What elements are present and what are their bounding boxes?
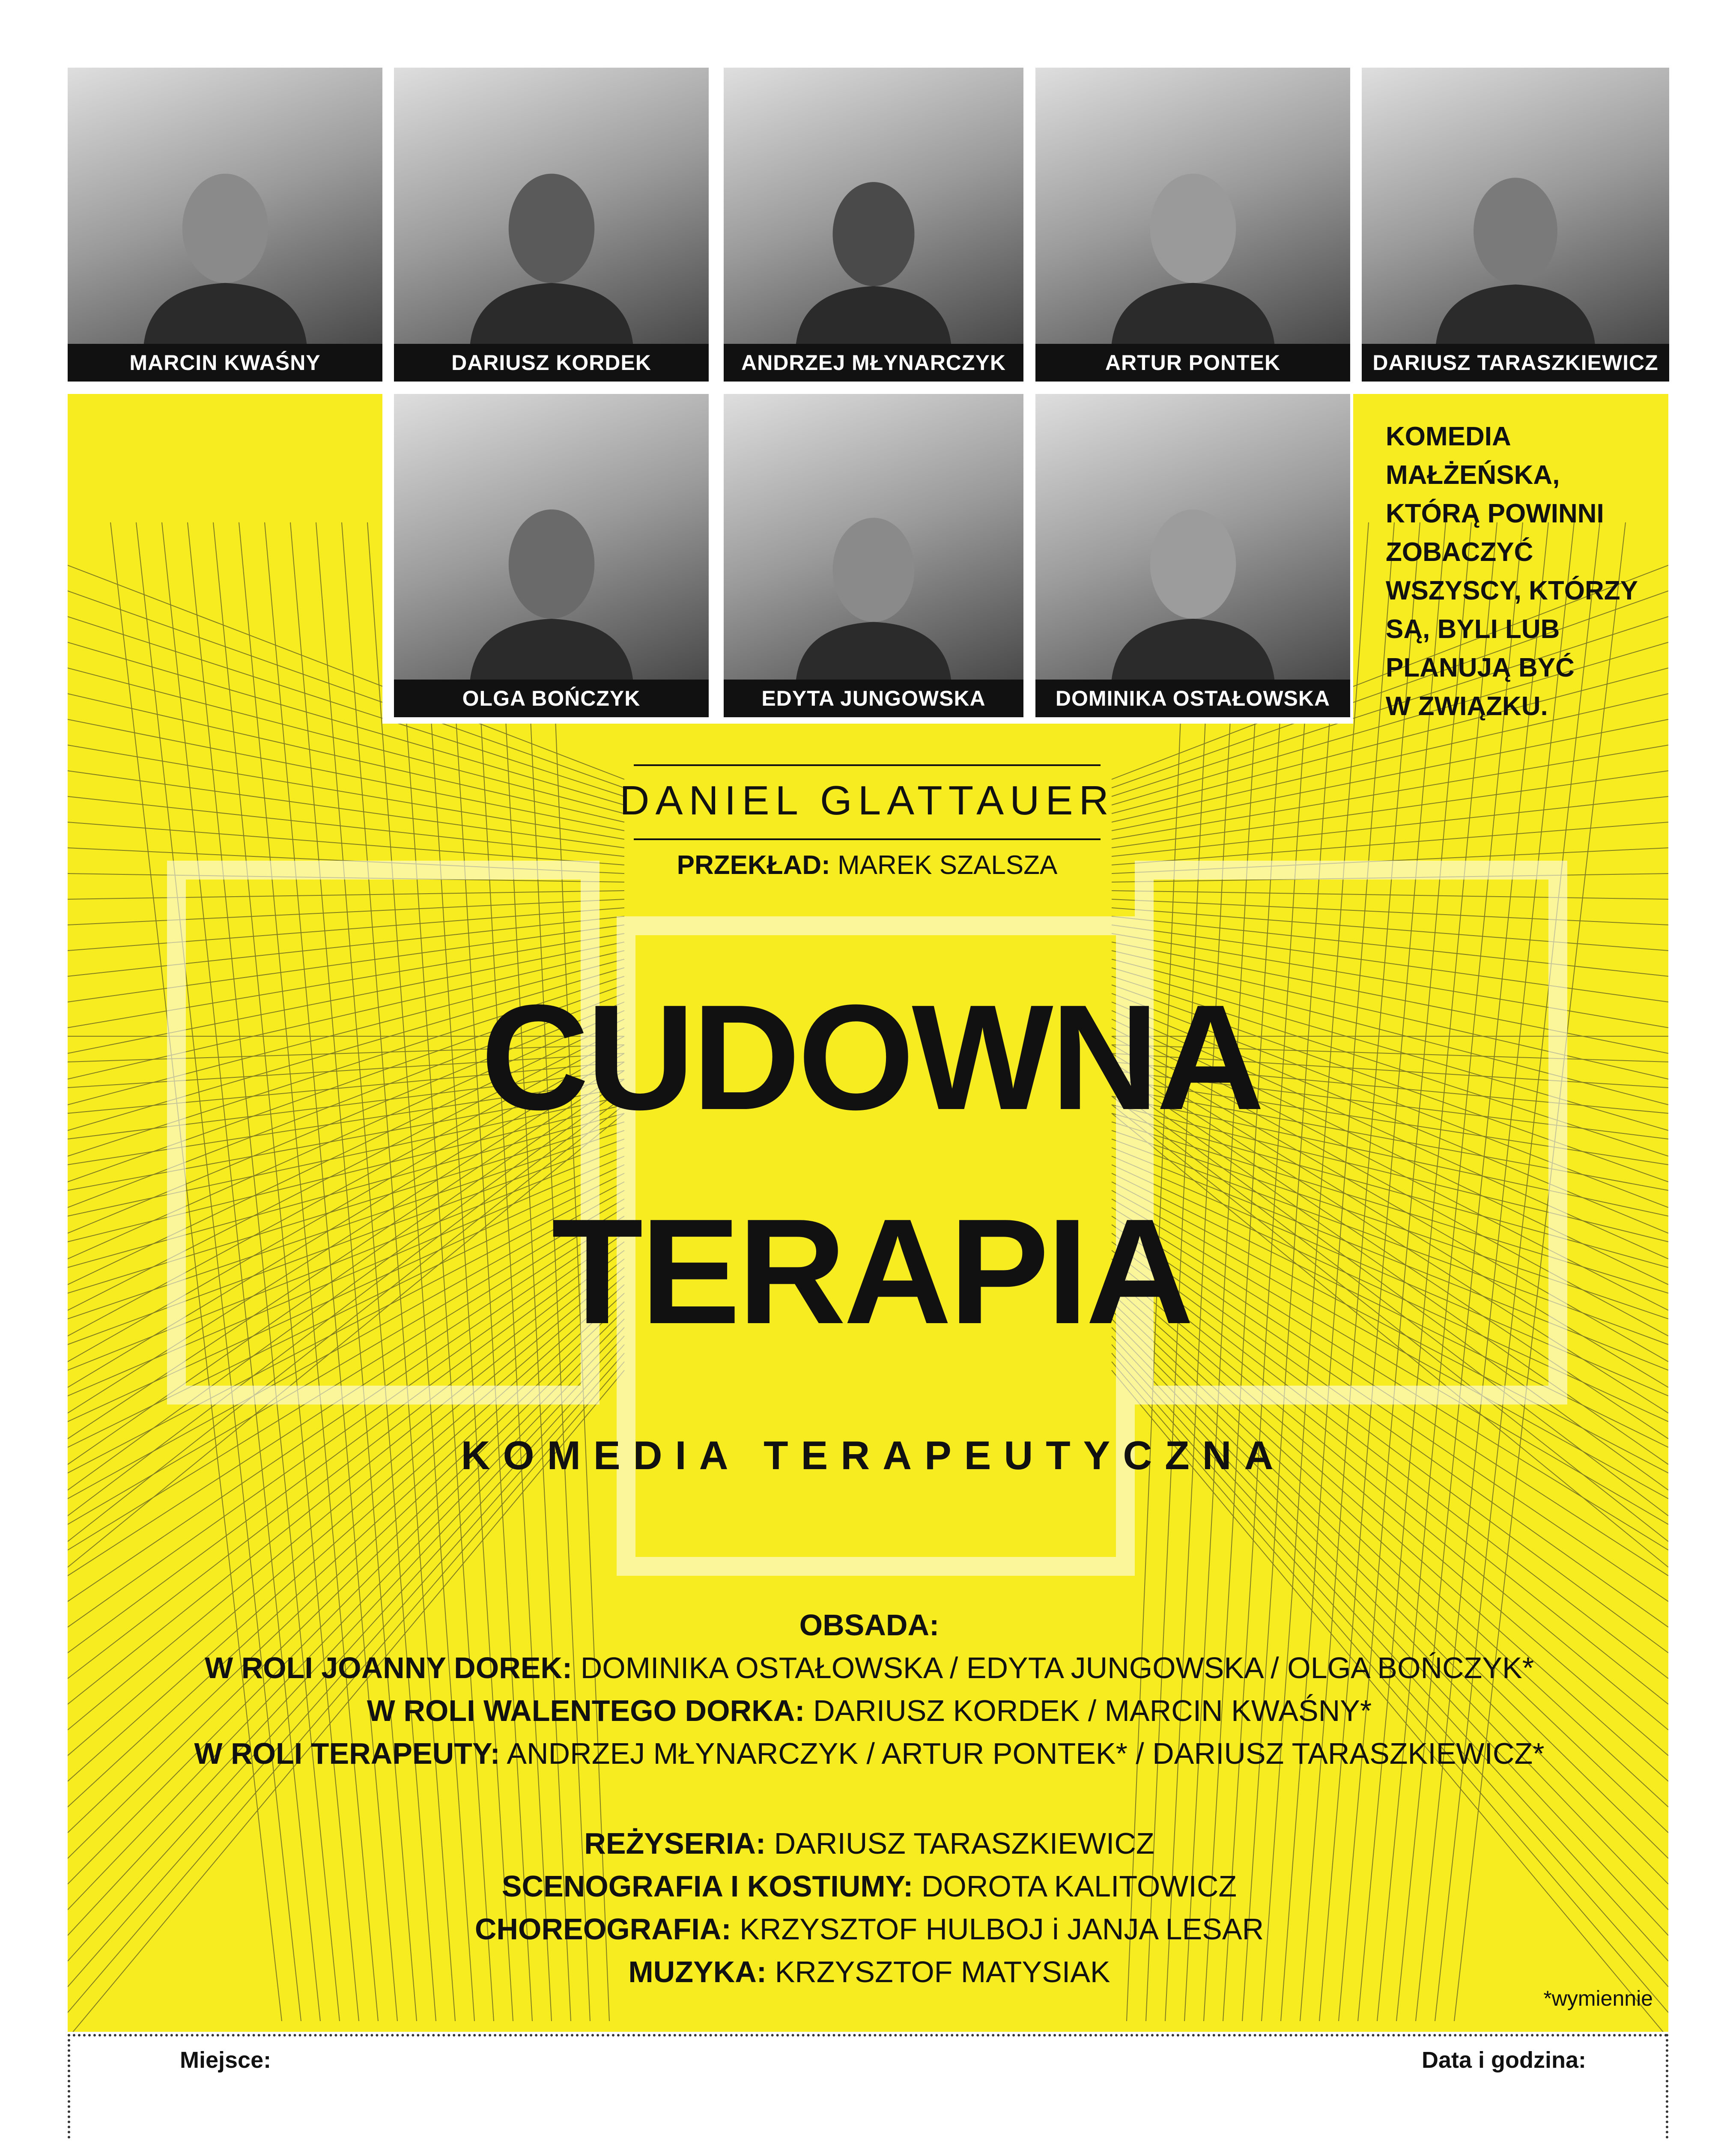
cast-photo [394,68,709,382]
author-name: DANIEL GLATTAUER [620,778,1115,823]
tagline-line: W ZWIĄZKU. [1386,692,1548,721]
translation-credit [591,850,1143,880]
cast-photo [1035,394,1350,717]
cast-name-label: DOMINIKA OSTAŁOWSKA [1035,680,1350,717]
author-rule-bottom [634,838,1101,840]
tagline-line: WSZYSCY, KTÓRZY [1386,576,1638,605]
crew-choreography: CHOREOGRAFIA: KRZYSZTOF HULBOJ i JANJA LESAR [474,1912,1264,1946]
cast-photo [1362,68,1669,382]
date-label: Data i godzina: [1422,2047,1587,2073]
cast-photo [394,394,709,717]
cast-photo [68,68,382,382]
cast-photo [724,394,1023,717]
subtitle: KOMEDIA TERAPEUTYCZNA [461,1433,1286,1478]
title-line-2: TERAPIA [551,1188,1192,1355]
title-line-1: CUDOWNA [480,974,1262,1141]
portrait-silhouette-icon [1420,104,1611,349]
role-walenty: W ROLI WALENTEGO DORKA: DARIUSZ KORDEK / MARCIN KWAŚNY* [367,1694,1372,1727]
footnote: *wymiennie [1543,1986,1653,2010]
tagline-line: PLANUJĄ BYĆ [1386,653,1575,683]
portrait-silhouette-icon [128,104,323,349]
tagline [1386,417,1643,726]
role-therapist: W ROLI TERAPEUTY: ANDRZEJ MŁYNARCZYK / ARTUR PONTEK* / DARIUSZ TARASZKIEWICZ* [194,1737,1545,1770]
cast-name-label: EDYTA JUNGOWSKA [724,680,1023,717]
crew-music: MUZYKA: KRZYSZTOF MATYSIAK [628,1955,1110,1989]
cast-name-label: ANDRZEJ MŁYNARCZYK [724,344,1023,382]
cast-photo [1035,68,1350,382]
portrait-silhouette-icon [454,433,649,685]
portrait-silhouette-icon [454,104,649,349]
portrait-silhouette-icon [1095,433,1291,685]
role-joanna: W ROLI JOANNY DOREK: DOMINIKA OSTAŁOWSKA / EDYTA JUNGOWSKA / OLGA BOŃCZYK* [205,1651,1534,1685]
tagline-line: KTÓRĄ POWINNI [1386,499,1604,528]
cast-heading: OBSADA: [799,1608,940,1642]
tagline-line: KOMEDIA [1386,422,1511,451]
cast-photo [724,68,1023,382]
crew-director: REŻYSERIA: DARIUSZ TARASZKIEWICZ [584,1827,1154,1860]
author-rule-top [634,764,1101,766]
crew-scenography: SCENOGRAFIA I KOSTIUMY: DOROTA KALITOWICZ [501,1870,1237,1903]
cast-name-label: DARIUSZ KORDEK [394,344,709,382]
place-label: Miejsce: [180,2047,271,2073]
portrait-silhouette-icon [1095,104,1291,349]
tagline-line: ZOBACZYĆ [1386,537,1533,567]
tagline-line: MAŁŻEŃSKA, [1386,460,1560,490]
cast-name-label: ARTUR PONTEK [1035,344,1350,382]
cast-name-label: DARIUSZ TARASZKIEWICZ [1362,344,1669,382]
portrait-silhouette-icon [781,433,966,685]
cast-name-label: OLGA BOŃCZYK [394,680,709,717]
cast-name-label: MARCIN KWAŚNY [68,344,382,382]
translation-value: MAREK SZALSZA [838,850,1058,880]
portrait-silhouette-icon [781,104,966,349]
translation-label: PRZEKŁAD: [677,850,830,880]
tagline-line: SĄ, BYLI LUB [1386,614,1560,644]
